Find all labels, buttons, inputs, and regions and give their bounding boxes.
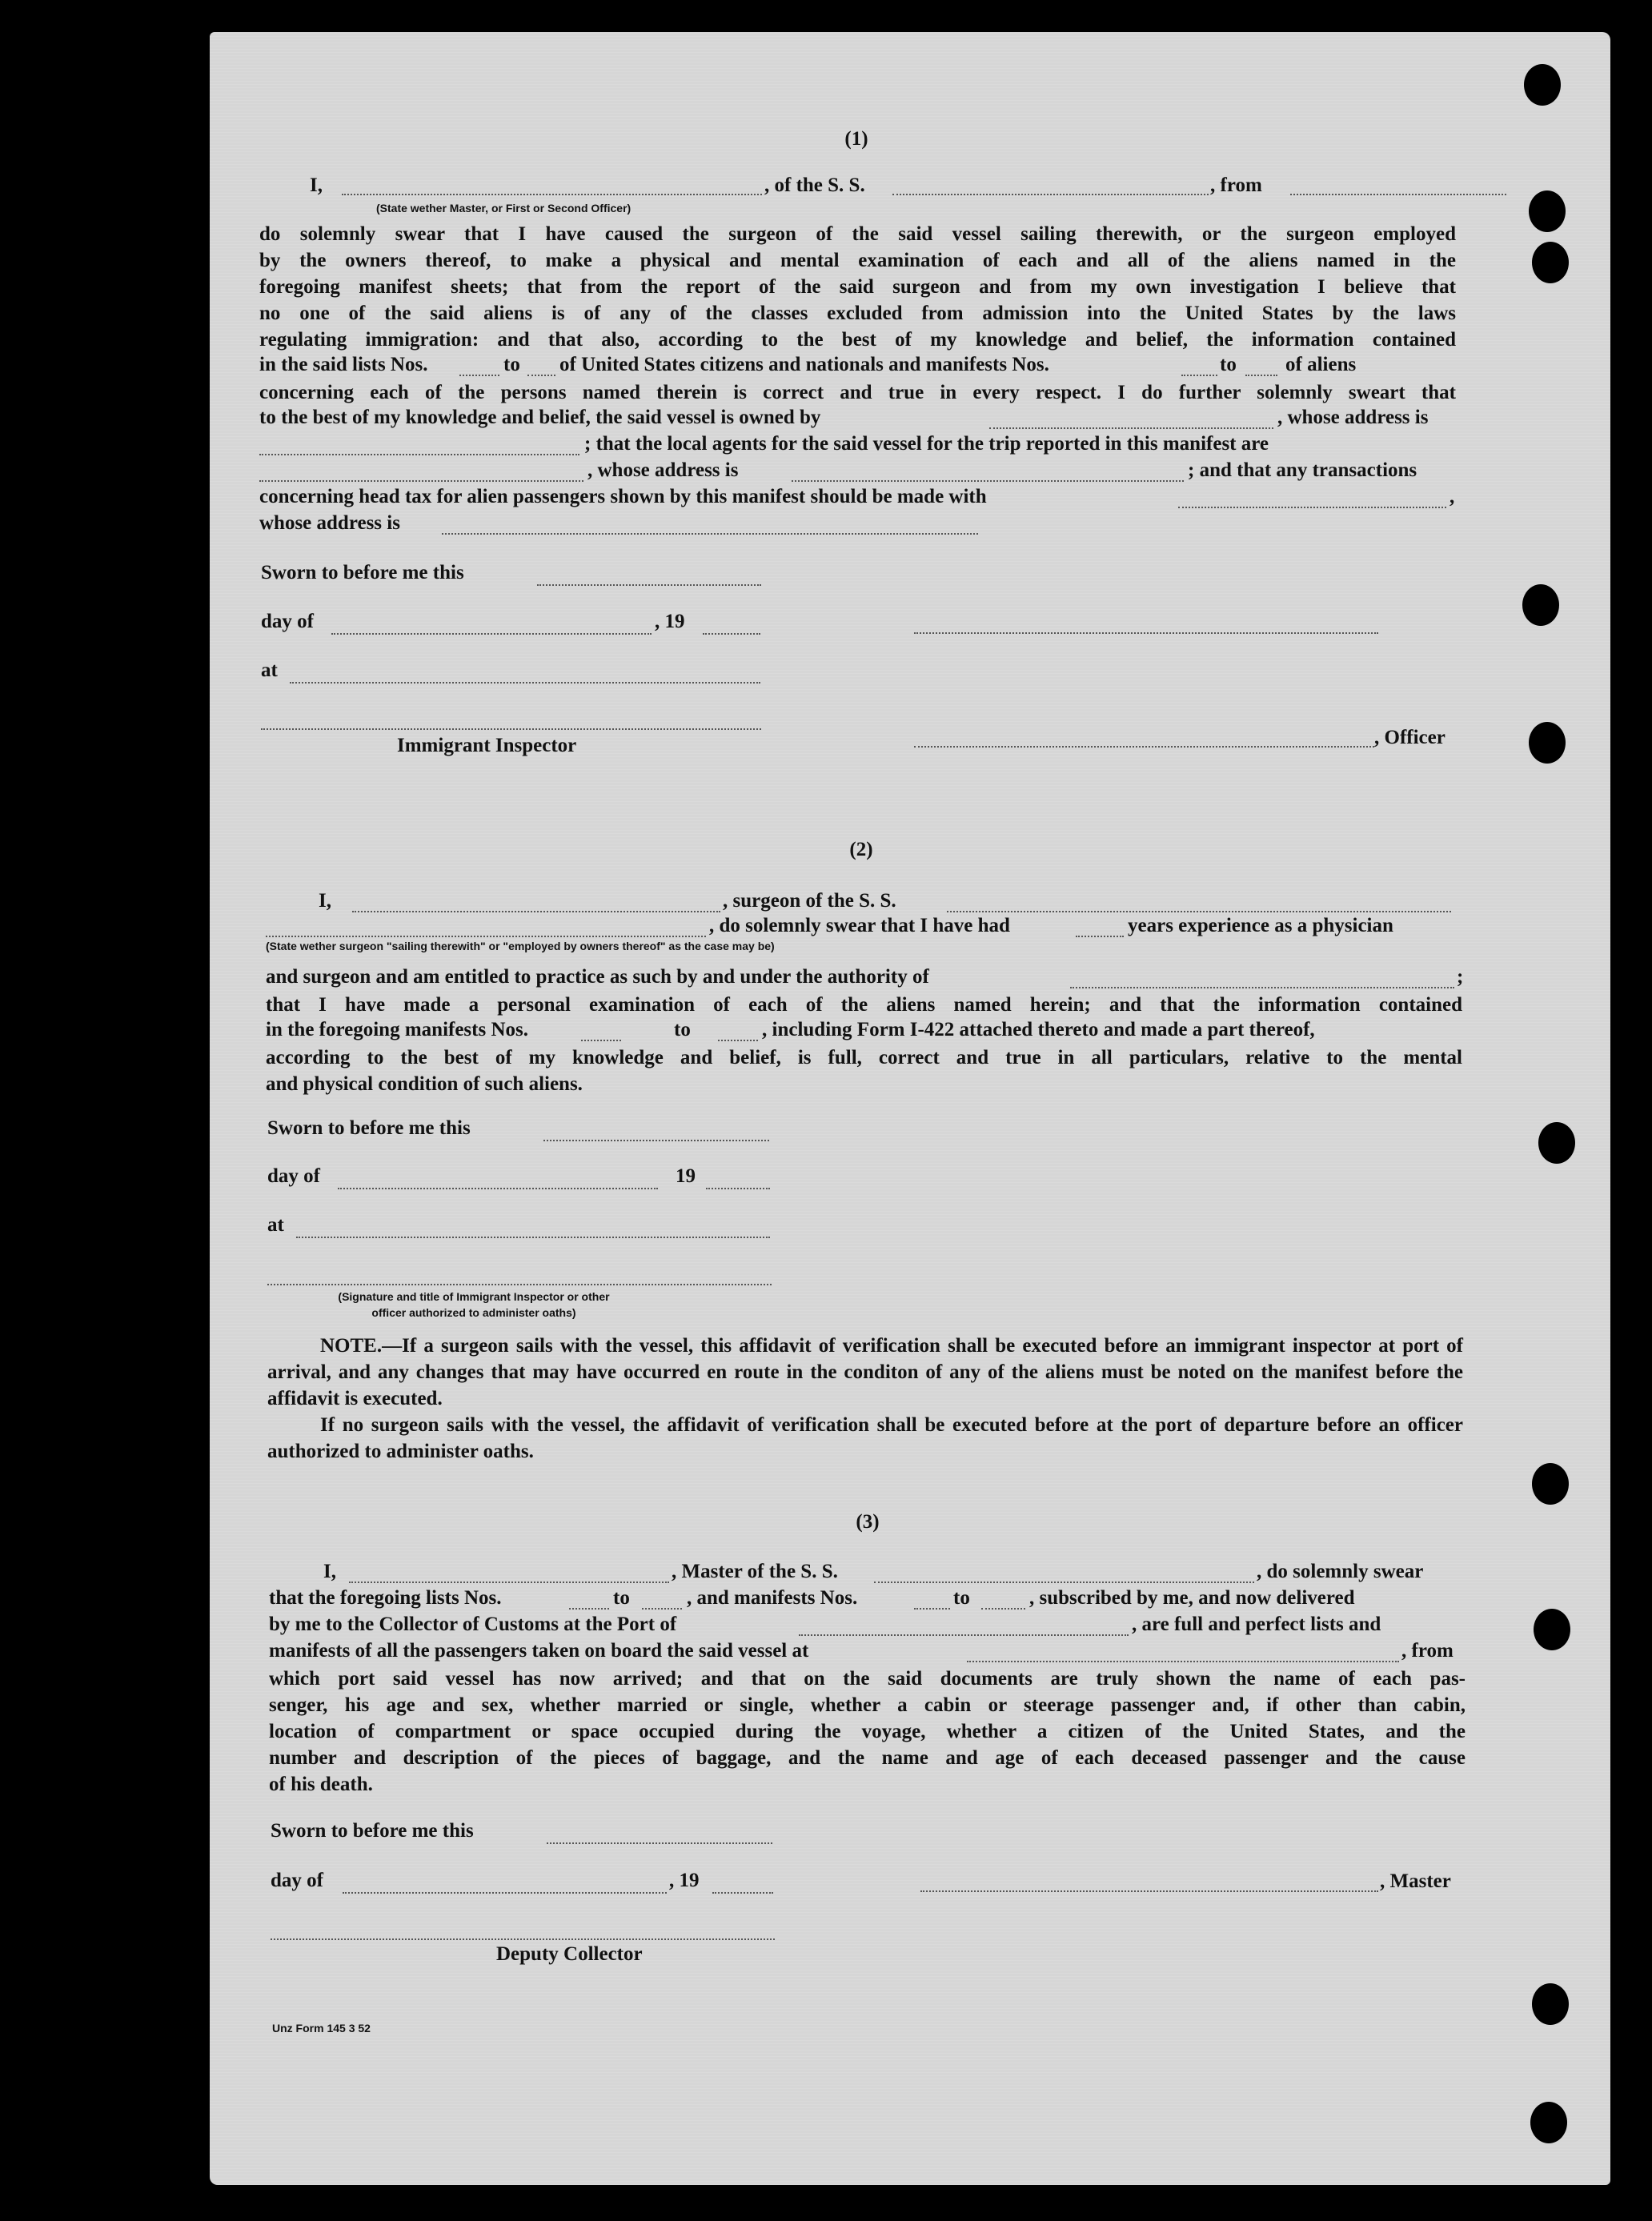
s3-line-6: senger, his age and sex, whether married or single, whether a cabin or steerage passenger and, if other than cabin, <box>269 1694 1466 1716</box>
s1-owner-blank <box>989 413 1273 429</box>
s3-manifests-nos: , and manifests Nos. <box>687 1587 858 1609</box>
punch-hole <box>1522 584 1559 626</box>
s1-vessel-blank <box>892 179 1209 195</box>
s2-sworn-blank <box>543 1125 769 1141</box>
s1-whose-address-2: whose address is <box>259 512 400 534</box>
s1-manifests-from-blank <box>1181 360 1217 376</box>
punch-hole <box>1532 1463 1569 1505</box>
s1-owner-address-blank <box>259 439 579 455</box>
s3-sworn-label: Sworn to before me this <box>271 1820 474 1842</box>
s1-dayof <box>261 611 821 633</box>
s1-officer-note: (State wether Master, or First or Second Officer) <box>376 202 632 214</box>
s1-at-blank <box>290 668 760 684</box>
s2-years-experience: years experience as a physician <box>1128 915 1393 936</box>
s3-lists-nos: that the foregoing lists Nos. <box>269 1587 502 1609</box>
s2-day-blank <box>338 1173 658 1189</box>
section-1-heading: (1) <box>844 128 868 150</box>
s1-year-prefix: , 19 <box>655 611 685 632</box>
punch-hole <box>1534 1609 1570 1650</box>
s2-surgeon-note: (State wether surgeon "sailing therewith" or "employed by owners thereof" as the case may be) <box>266 940 775 952</box>
s2-note-2: If no surgeon sails with the vessel, the affidavit of verification shall be executed before at the port of departure before an officer authorized to administer oaths. <box>267 1414 1463 1462</box>
s2-surgeon-of: , surgeon of the S. S. <box>723 890 896 912</box>
s1-lists-nos: in the said lists Nos. <box>259 354 428 375</box>
s2-to-blank <box>718 1025 758 1041</box>
s1-agents-address: , whose address is <box>587 459 739 481</box>
s1-head-tax-blank <box>1178 492 1446 508</box>
s3-dayof-label: day of <box>271 1870 323 1891</box>
s1-agents-blank <box>259 466 583 482</box>
s1-day-blank <box>331 619 652 635</box>
s3-manifests-to-blank <box>981 1594 1025 1610</box>
s2-year-blank <box>706 1173 770 1189</box>
s1-to-2: to <box>1220 354 1237 375</box>
s3-line-9: of his death. <box>269 1774 373 1795</box>
s2-semicolon: ; <box>1457 966 1464 988</box>
s3-year-blank <box>712 1878 773 1894</box>
s3-line-5: which port said vessel has now arrived; and that on the said documents are truly shown the name of each pas- <box>269 1668 1466 1690</box>
s3-port-blank <box>799 1620 1129 1636</box>
s3-day-blank <box>343 1878 667 1894</box>
s1-lists-from-blank <box>459 360 499 376</box>
s3-lists-to-blank <box>642 1594 682 1610</box>
s2-years-blank <box>1076 921 1124 937</box>
s2-dayof-label: day of <box>267 1165 320 1187</box>
s3-deputy-collector: Deputy Collector <box>496 1943 643 1965</box>
s1-manifests-to-blank <box>1245 360 1277 376</box>
s2-at-blank <box>296 1222 770 1238</box>
s3-taken-on-board: manifests of all the passengers taken on board the said vessel at <box>269 1640 809 1662</box>
s1-at <box>261 659 821 682</box>
s1-from: , from <box>1210 174 1262 196</box>
s1-line-4: no one of the said aliens is of any of the classes excluded from admission into the United States by the laws <box>259 303 1456 324</box>
s3-sworn <box>271 1820 831 1842</box>
s2-manifests-nos: in the foregoing manifests Nos. <box>266 1019 529 1040</box>
s1-officer-signature-top <box>914 632 1378 634</box>
s2-authority: and surgeon and am entitled to practice as such by and under the authority of <box>266 966 929 988</box>
s2-name-blank <box>352 896 720 912</box>
s1-head-tax-address-blank <box>442 519 978 535</box>
s2-line-7: and physical condition of such aliens. <box>266 1073 583 1095</box>
manifest-page <box>210 32 1610 2185</box>
s1-sworn-blank <box>537 570 761 586</box>
s1-year-blank <box>703 619 760 635</box>
s3-from: , from <box>1401 1640 1454 1662</box>
s3-vessel-blank <box>874 1567 1254 1583</box>
s3-collector: by me to the Collector of Customs at the Port of <box>269 1614 677 1635</box>
s3-port-embark-blank <box>967 1646 1399 1662</box>
s3-master-signature-line <box>920 1890 1378 1892</box>
form-number: Unz Form 145 3 52 <box>272 2022 371 2035</box>
s3-subscribed: , subscribed by me, and now delivered <box>1029 1587 1355 1609</box>
s3-sworn-blank <box>547 1828 772 1844</box>
s3-year-prefix: , 19 <box>669 1870 700 1891</box>
s3-line-8: number and description of the pieces of baggage, and the name and age of each deceased passenger and the cause <box>269 1747 1466 1769</box>
punch-hole <box>1530 2102 1567 2143</box>
s1-officer-signature-line <box>914 746 1374 748</box>
s2-at <box>267 1214 828 1237</box>
s1-line-3: foregoing manifest sheets; that from the report of the said surgeon and from my own investigation I believe that <box>259 276 1456 298</box>
s1-of-aliens: of aliens <box>1285 354 1357 375</box>
s1-lists-to-blank <box>527 360 555 376</box>
s3-master: , Master <box>1380 1870 1451 1892</box>
s2-signature-note: (Signature and title of Immigrant Inspector or other officer authorized to administer oaths) <box>338 1290 610 1319</box>
s2-note-1: NOTE.—If a surgeon sails with the vessel, this affidavit of verification shall be executed before an immigrant inspector at port of arrival, and any changes that may have occurred en route in the conditon of any of the aliens must be noted on the manifest before the affidavit is executed. <box>267 1335 1463 1409</box>
s2-swear: , do solemnly swear that I have had <box>709 915 1010 936</box>
s2-from-blank <box>581 1025 621 1041</box>
s3-master-name-blank <box>349 1567 669 1583</box>
s1-line-1: do solemnly swear that I have caused the surgeon of the said vessel sailing therewith, or the surgeon employed <box>259 223 1456 245</box>
s3-full-perfect: , are full and perfect lists and <box>1132 1614 1381 1635</box>
s3-line-7: location of compartment or space occupied during the voyage, whether a citizen of the United States, and the <box>269 1721 1466 1742</box>
punch-hole <box>1538 1122 1575 1164</box>
s1-line-7: concerning each of the persons named therein is correct and true in every respect. I do further solemnly sweart that <box>259 382 1456 403</box>
s1-transactions: ; and that any transactions <box>1188 459 1417 481</box>
s2-line-6: according to the best of my knowledge and belief, is full, correct and true in all particulars, relative to the mental <box>266 1047 1462 1068</box>
s1-of-ss: , of the S. S. <box>764 174 865 196</box>
s2-vessel-blank <box>947 896 1451 912</box>
s2-dayof <box>267 1165 828 1188</box>
s2-form-i422: , including Form I-422 attached thereto and made a part thereof, <box>762 1019 1315 1040</box>
punch-hole <box>1532 242 1569 283</box>
section-3-heading: (3) <box>856 1511 880 1533</box>
s3-swear: , do solemnly swear <box>1257 1561 1424 1582</box>
s1-inspector-signature-line <box>261 728 761 730</box>
s3-dayof <box>271 1870 831 1892</box>
punch-hole <box>1532 1983 1569 2025</box>
s1-officer-blank <box>342 179 762 195</box>
s3-to-2: to <box>953 1587 970 1609</box>
s3-manifests-from-blank <box>914 1594 950 1610</box>
s1-sworn-label: Sworn to before me this <box>261 562 464 583</box>
punch-hole <box>1524 64 1561 106</box>
s1-dayof-label: day of <box>261 611 314 632</box>
s2-at-label: at <box>267 1214 284 1236</box>
s1-officer: , Officer <box>1374 727 1446 748</box>
punch-hole <box>1529 722 1566 764</box>
s2-sworn <box>267 1117 828 1140</box>
s2-sworn-label: Sworn to before me this <box>267 1117 471 1139</box>
punch-hole <box>1529 190 1566 232</box>
s1-line-2: by the owners thereof, to make a physical and mental examination of each and all of the aliens named in the <box>259 250 1456 271</box>
s1-local-agents: ; that the local agents for the said vessel for the trip reported in this manifest are <box>584 433 1269 455</box>
s1-at-label: at <box>261 659 278 681</box>
s3-to: to <box>613 1587 630 1609</box>
s1-inspector: Immigrant Inspector <box>397 735 577 756</box>
s1-citizens: of United States citizens and nationals and manifests Nos. <box>559 354 1049 375</box>
s2-i: I, <box>319 890 331 912</box>
s2-signature-line <box>267 1284 772 1285</box>
s1-from-blank <box>1290 179 1506 195</box>
s3-lists-from-blank <box>569 1594 609 1610</box>
s3-deputy-signature-line <box>271 1938 775 1940</box>
s3-master-of: , Master of the S. S. <box>672 1561 838 1582</box>
s2-status-blank <box>266 921 706 937</box>
s1-to: to <box>503 354 520 375</box>
s1-i: I, <box>310 174 323 196</box>
section-2-heading: (2) <box>849 839 873 860</box>
s1-whose-address: , whose address is <box>1277 407 1429 428</box>
s1-head-tax: concerning head tax for alien passengers shown by this manifest should be made with <box>259 486 987 507</box>
s3-i: I, <box>323 1561 336 1582</box>
s1-line-5: regulating immigration: and that also, according to the best of my knowledge and belief, the information contained <box>259 329 1456 351</box>
s2-line-4: that I have made a personal examination of each of the aliens named herein; and that the information contained <box>266 994 1462 1016</box>
s1-owned-by: to the best of my knowledge and belief, the said vessel is owned by <box>259 407 821 428</box>
s2-to: to <box>674 1019 691 1040</box>
s2-year-prefix: 19 <box>676 1165 696 1187</box>
s1-agents-address-blank <box>792 466 1184 482</box>
s1-comma: , <box>1450 486 1455 507</box>
s1-sworn <box>261 562 821 584</box>
s2-authority-blank <box>1070 972 1454 988</box>
